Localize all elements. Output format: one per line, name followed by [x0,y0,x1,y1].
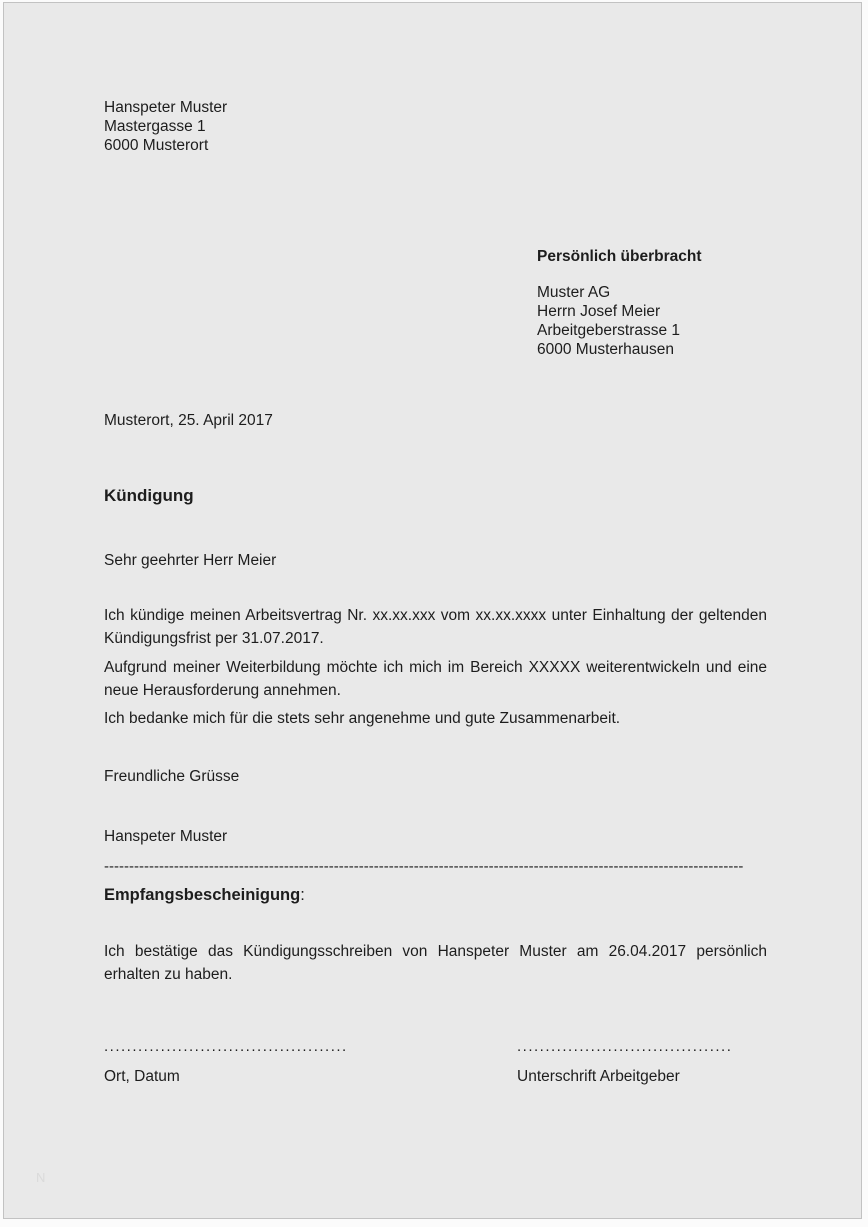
receipt-confirmation-text: Ich bestätige das Kündigungsschreiben von Hanspeter Muster am 26.04.2017 persönlich erhalten zu haben. [104,943,767,983]
receipt-heading [104,886,305,905]
delivery-note: Persönlich überbracht [537,248,702,265]
subject-heading: Kündigung [104,486,194,505]
receipt-heading-colon: : [300,886,305,904]
sender-street: Mastergasse 1 [104,118,206,135]
recipient-address-block [537,283,680,359]
sender-name: Hanspeter Muster [104,99,228,116]
sender-city: 6000 Musterort [104,137,209,154]
receipt-heading-text: Empfangsbescheinigung [104,886,301,904]
signature-line-employer: ...................................... [517,1038,733,1055]
body-paragraph-termination: Ich kündige meinen Arbeitsvertrag Nr. xx.xx.xxx vom xx.xx.xxxx unter Einhaltung der geltenden Kündigungsfrist per 31.07.2017. [104,607,767,647]
body-paragraph-thanks: Ich bedanke mich für die stets sehr angenehme und gute Zusammenarbeit. [104,710,621,727]
place-and-date: Musterort, 25. April 2017 [104,412,273,429]
body-paragraph-reason: Aufgrund meiner Weiterbildung möchte ich mich im Bereich XXXXX weiterentwickeln und eine neue Herausforderung annehmen. [104,659,767,699]
dashed-separator: -------------------------------------------------------------------------------------------------------------------------------- [104,858,744,875]
closing-phrase: Freundliche Grüsse [104,768,240,785]
recipient-street: Arbeitgeberstrasse 1 [537,322,681,339]
recipient-company: Muster AG [537,284,611,301]
signature-line-place-date: ........................................... [104,1038,348,1055]
recipient-person: Herrn Josef Meier [537,303,661,320]
salutation: Sehr geehrter Herr Meier [104,552,277,569]
sender-address-block [104,98,227,155]
signature-name: Hanspeter Muster [104,828,228,845]
signature-label-employer: Unterschrift Arbeitgeber [517,1068,680,1085]
faint-watermark-mark: N [36,1170,46,1185]
recipient-city: 6000 Musterhausen [537,341,675,358]
signature-label-place-date: Ort, Datum [104,1068,180,1085]
